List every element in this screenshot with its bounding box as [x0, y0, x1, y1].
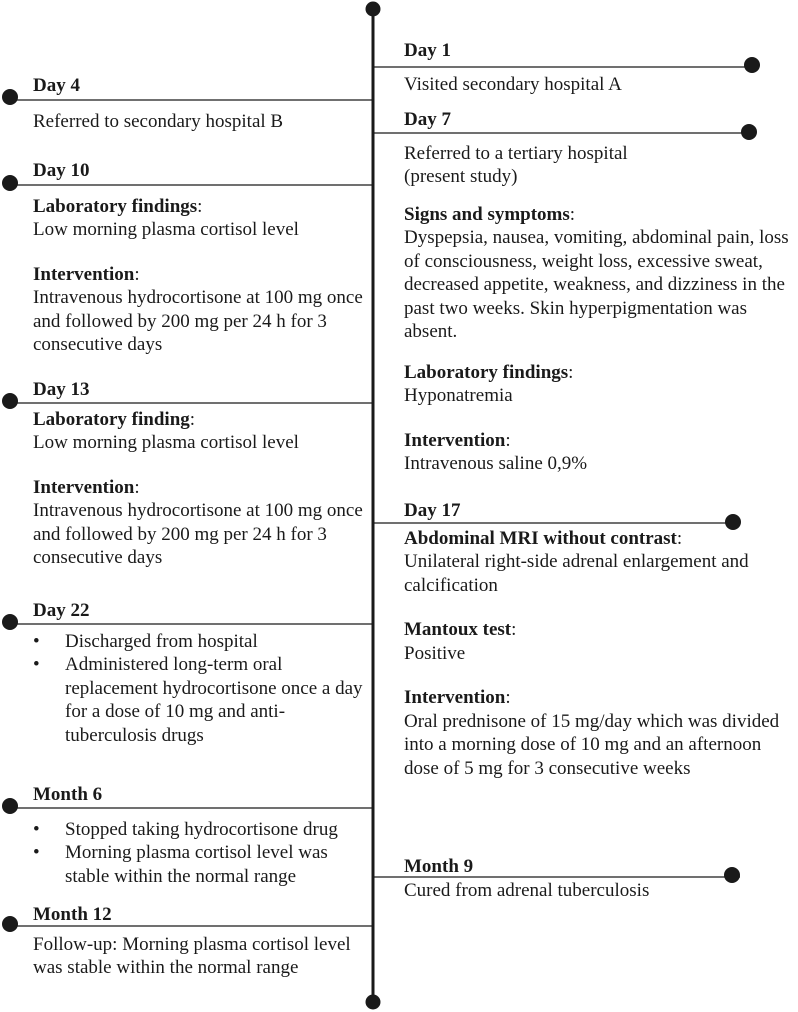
event-day-7 [404, 108, 796, 497]
block-intervention: Intervention: Intravenous hydrocortisone at 100 mg once and followed by 200 mg per 24 h for 3 consecutive days [33, 476, 363, 568]
block-heading: Laboratory findings [404, 361, 569, 383]
timeline-start-node [366, 2, 381, 17]
block-heading: Intervention [404, 687, 506, 708]
event-month-6 [33, 783, 373, 888]
block-heading: Signs and symptoms [404, 203, 570, 225]
block-heading: Abdominal MRI without contrast [404, 527, 677, 549]
event-title: Day 17 [404, 500, 461, 521]
list-item: • Morning plasma cortisol level was stable within the normal range [33, 841, 373, 888]
event-title: Day 4 [33, 75, 80, 96]
block-text: Hyponatremia [404, 385, 513, 406]
event-title: Day 10 [33, 160, 90, 181]
block-text: Intravenous saline 0,9% [404, 453, 588, 474]
block-heading: Intervention [404, 429, 506, 451]
block-laboratory-findings: Laboratory findings: Hyponatremia [404, 361, 574, 406]
event-title: Month 12 [33, 904, 112, 925]
event-text: Referred to secondary hospital B [33, 110, 284, 132]
block-text: Low morning plasma cortisol level [33, 432, 299, 453]
block-heading: Intervention [33, 476, 135, 498]
block-signs-and-symptoms: Signs and symptoms: Dyspepsia, nausea, vomiting, abdominal pain, loss of consciousness, weight loss, excessive sweat, decreased appetite, weakness, and dizziness in the past two weeks. Skin hyperpigmentation was absent. [404, 203, 789, 342]
event-day-17 [404, 499, 796, 801]
block-text: Unilateral right-side adrenal enlargement and calcification [404, 551, 749, 596]
node-month-6 [2, 798, 18, 814]
block-text: Intravenous hydrocortisone at 100 mg once and followed by 200 mg per 24 h for 3 consecutive days [33, 500, 363, 568]
node-month-12 [2, 916, 18, 932]
list-item: • Discharged from hospital [33, 630, 373, 654]
event-title: Month 6 [33, 784, 103, 805]
block-text: Intravenous hydrocortisone at 100 mg once and followed by 200 mg per 24 h for 3 consecutive days [33, 287, 363, 355]
event-title: Day 22 [33, 600, 90, 621]
event-text: Follow-up: Morning plasma cortisol level was stable within the normal range [33, 933, 351, 978]
event-text-line: (present study) [404, 166, 518, 187]
block-text: Oral prednisone of 15 mg/day which was divided into a morning dose of 10 mg and an afternoon dose of 5 mg for 3 consecutive weeks [404, 710, 780, 779]
node-day-10 [2, 175, 18, 191]
event-text: Cured from adrenal tuberculosis [404, 879, 650, 901]
event-title: Day 7 [404, 109, 451, 130]
event-title: Day 1 [404, 40, 451, 61]
block-heading: Laboratory findings [33, 195, 198, 217]
event-title: Day 13 [33, 379, 90, 400]
list-item: • Stopped taking hydrocortisone drug [33, 818, 373, 842]
node-day-13 [2, 393, 18, 409]
event-month-9 [404, 855, 796, 902]
bullet-list [33, 630, 373, 748]
node-day-4 [2, 89, 18, 105]
block-text: Positive [404, 642, 466, 664]
timeline-end-node [366, 995, 381, 1010]
event-day-4 [33, 74, 373, 133]
block-laboratory-findings: Laboratory findings: Low morning plasma cortisol level [33, 195, 299, 240]
block-mantoux-test: Mantoux test: Positive [404, 619, 517, 664]
node-day-22 [2, 614, 18, 630]
list-item: • Administered long-term oral replacement hydrocortisone once a day for a dose of 10 mg and anti-tuberculosis drugs [33, 653, 373, 747]
block-text: Low morning plasma cortisol level [33, 219, 299, 240]
event-title: Month 9 [404, 856, 474, 877]
block-intervention: Intervention: Intravenous hydrocortisone at 100 mg once and followed by 200 mg per 24 h for 3 consecutive days [33, 263, 363, 355]
event-day-13 [33, 378, 373, 591]
event-month-12 [33, 903, 373, 980]
block-text: Dyspepsia, nausea, vomiting, abdominal pain, loss of consciousness, weight loss, excessive sweat, decreased appetite, weakness, and dizziness in the past two weeks. Skin hyperpigmentation was absent. [404, 227, 789, 342]
left-nodes [2, 89, 18, 932]
event-text-line: Referred to a tertiary hospital [404, 142, 628, 164]
block-heading: Mantoux test [404, 619, 512, 640]
block-abdominal-mri: Abdominal MRI without contrast: Unilateral right-side adrenal enlargement and calcification [404, 527, 749, 596]
event-day-22 [33, 599, 373, 747]
event-day-1 [404, 39, 796, 96]
event-text: Visited secondary hospital A [404, 73, 622, 95]
block-heading: Intervention [33, 263, 135, 285]
block-intervention: Intervention: Intravenous saline 0,9% [404, 429, 588, 474]
block-heading: Laboratory finding [33, 408, 190, 430]
block-intervention: Intervention: Oral prednisone of 15 mg/day which was divided into a morning dose of 10 mg and an afternoon dose of 5 mg for 3 consecutive weeks [404, 687, 780, 779]
event-text [404, 142, 796, 189]
bullet-list [33, 818, 373, 889]
event-day-10 [33, 159, 373, 378]
block-laboratory-finding: Laboratory finding: Low morning plasma cortisol level [33, 408, 299, 453]
